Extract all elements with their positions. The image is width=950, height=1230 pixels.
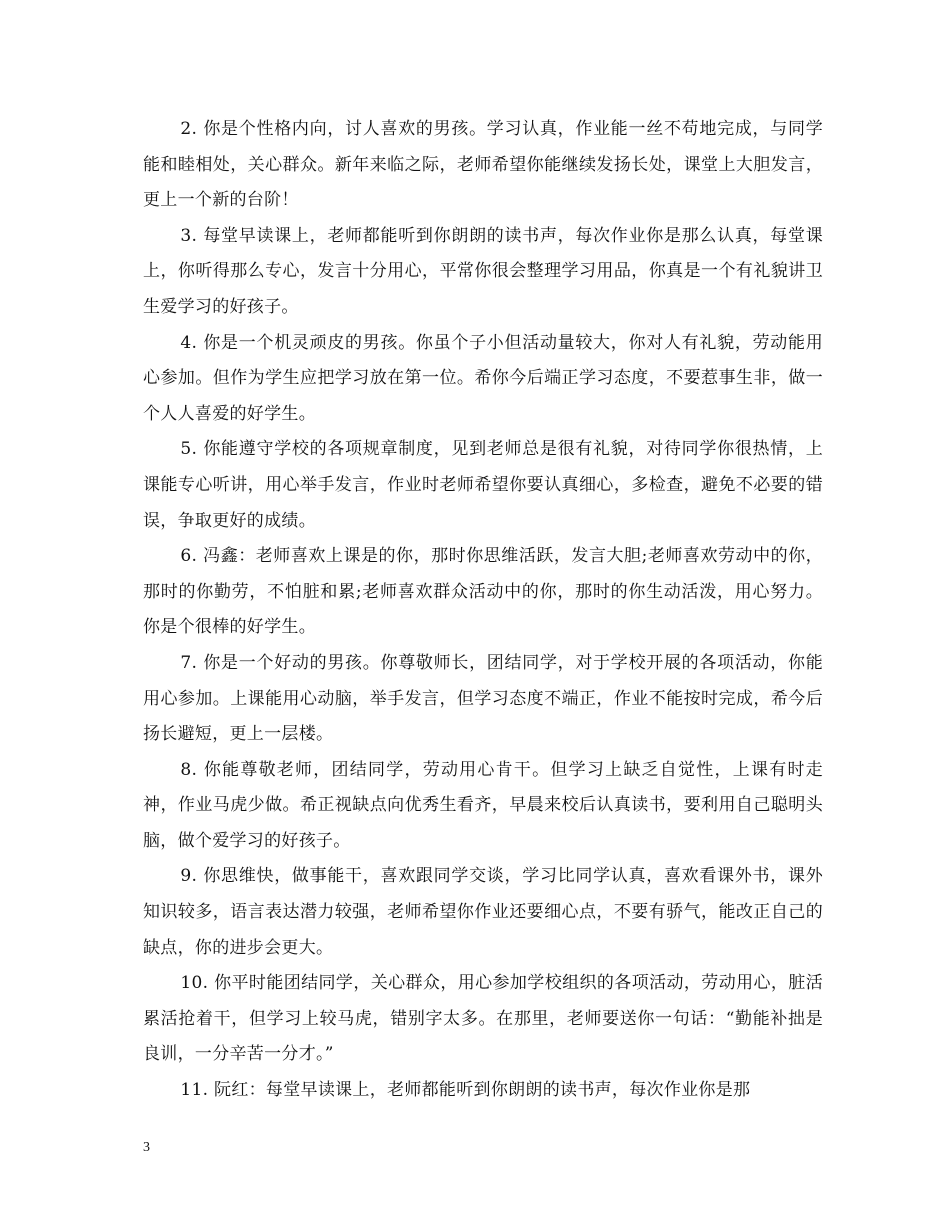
- paragraph: 2. 你是个性格内向，讨人喜欢的男孩。学习认真，作业能一丝不苟地完成，与同学能和睦相处，关心群众。新年来临之际，老师希望你能继续发扬长处，课堂上大胆发言，更上一个新的台阶！: [143, 119, 823, 211]
- page-number: 3: [143, 1140, 150, 1155]
- paragraph: 8. 你能尊敬老师，团结同学，劳动用心肯干。但学习上缺乏自觉性，上课有时走神，作业马虎少做。希正视缺点向优秀生看齐，早晨来校后认真读书，要利用自己聪明头脑，做个爱学习的好孩子。: [143, 759, 823, 851]
- paragraph: 3. 每堂早读课上，老师都能听到你朗朗的读书声，每次作业你是那么认真，每堂课上，你听得那么专心，发言十分用心，平常你很会整理学习用品，你真是一个有礼貌讲卫生爱学习的好孩子。: [143, 225, 823, 317]
- paragraph: 9. 你思维快，做事能干，喜欢跟同学交谈，学习比同学认真，喜欢看课外书，课外知识较多，语言表达潜力较强，老师希望你作业还要细心点，不要有骄气，能改正自己的缺点，你的进步会更大。: [143, 866, 823, 958]
- document-body: [143, 112, 823, 1109]
- paragraph: 11. 阮红：每堂早读课上，老师都能听到你朗朗的读书声，每次作业你是那: [180, 1080, 751, 1101]
- paragraph: 5. 你能遵守学校的各项规章制度，见到老师总是很有礼貌，对待同学你很热情，上课能专心听讲，用心举手发言，作业时老师希望你要认真细心，多检查，避免不必要的错误，争取更好的成绩。: [143, 439, 823, 531]
- paragraph: 7. 你是一个好动的男孩。你尊敬师长，团结同学，对于学校开展的各项活动，你能用心参加。上课能用心动脑，举手发言，但学习态度不端正，作业不能按时完成，希今后扬长避短，更上一层楼。: [143, 652, 823, 745]
- paragraph: 4. 你是一个机灵顽皮的男孩。你虽个子小但活动量较大，你对人有礼貌，劳动能用心参加。但作为学生应把学习放在第一位。希你今后端正学习态度，不要惹事生非，做一个人人喜爱的好学生。: [143, 332, 823, 424]
- paragraph: 6. 冯鑫：老师喜欢上课是的你，那时你思维活跃，发言大胆;老师喜欢劳动中的你，那时的你勤劳，不怕脏和累;老师喜欢群众活动中的你，那时的你生动活泼，用心努力。你是个很棒的好学生。: [143, 546, 823, 638]
- paragraph: 10. 你平时能团结同学，关心群众，用心参加学校组织的各项活动，劳动用心，脏活累活抢着干，但学习上较马虎，错别字太多。在那里，老师要送你一句话：“勤能补拙是良训，一分辛苦一分才。”: [143, 973, 823, 1065]
